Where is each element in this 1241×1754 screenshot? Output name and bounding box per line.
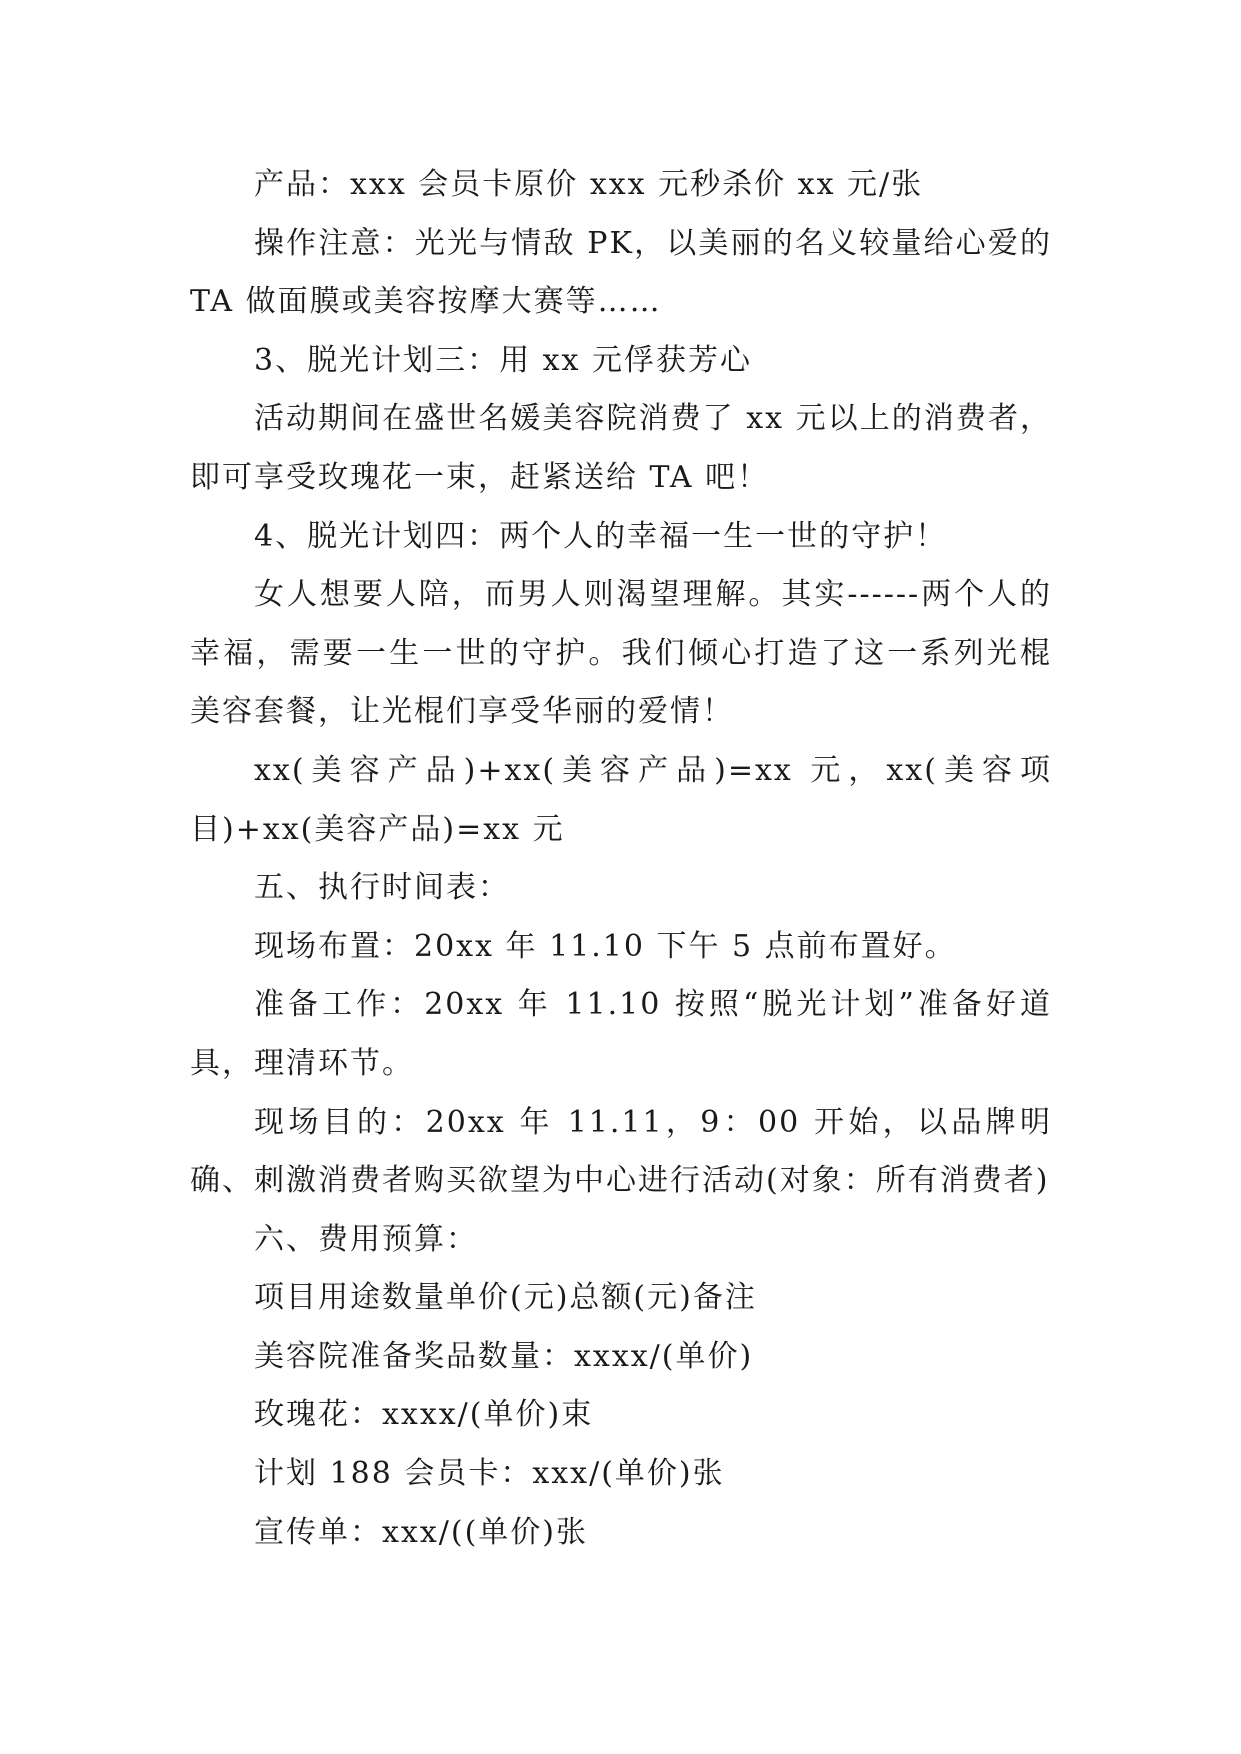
paragraph-site-purpose: 现场目的：20xx 年 11.11，9：00 开始，以品牌明确、刺激消费者购买欲望为中心进行活动(对象：所有消费者) (190, 1104, 1052, 1199)
document-body (190, 156, 1052, 1562)
paragraph-plan-three-body: 活动期间在盛世名媛美容院消费了 xx 元以上的消费者，即可享受玫瑰花一束，赶紧送给 TA 吧！ (190, 401, 1052, 495)
paragraph-budget-heading: 六、费用预算： (254, 1221, 478, 1257)
paragraph-operation-note: 操作注意：光光与情敌 PK，以美丽的名义较量给心爱的 TA 做面膜或美容按摩大赛等…… (190, 225, 1052, 320)
paragraph-budget-prizes: 美容院准备奖品数量：xxxx/(单价) (254, 1338, 754, 1374)
paragraph-budget-flyers: 宣传单：xxx/((单价)张 (254, 1514, 588, 1550)
paragraph-budget-member-card: 计划 188 会员卡：xxx/(单价)张 (254, 1456, 725, 1492)
paragraph-budget-columns: 项目用途数量单价(元)总额(元)备注 (254, 1280, 757, 1316)
paragraph-budget-roses: 玫瑰花：xxxx/(单价)束 (254, 1397, 594, 1433)
paragraph-product-price: 产品：xxx 会员卡原价 xxx 元秒杀价 xx 元/张 (254, 167, 924, 202)
paragraph-schedule-heading: 五、执行时间表： (254, 870, 510, 906)
paragraph-site-setup: 现场布置：20xx 年 11.10 下午 5 点前布置好。 (254, 928, 957, 964)
paragraph-plan-three-heading: 3、脱光计划三：用 xx 元俘获芳心 (254, 342, 752, 378)
paragraph-plan-four-body: 女人想要人陪，而男人则渴望理解。其实------两个人的幸福，需要一生一世的守护。我们倾心打造了这一系列光棍美容套餐，让光棍们享受华丽的爱情！ (190, 577, 1052, 730)
paragraph-package-formula: xx(美容产品)+xx(美容产品)=xx 元，xx(美容项目)+xx(美容产品)=xx 元 (190, 752, 1052, 847)
paragraph-plan-four-heading: 4、脱光计划四：两个人的幸福一生一世的守护！ (254, 518, 948, 554)
paragraph-preparation: 准备工作：20xx 年 11.10 按照“脱光计划”准备好道具，理清环节。 (190, 987, 1052, 1081)
